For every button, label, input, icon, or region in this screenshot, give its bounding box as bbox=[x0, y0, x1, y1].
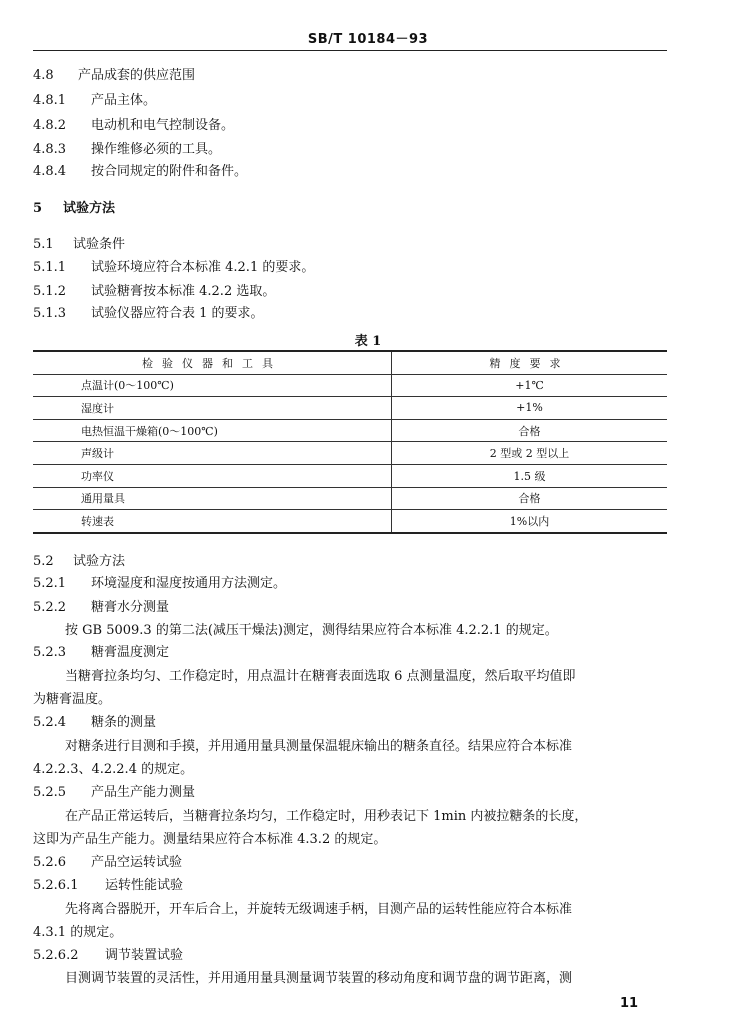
table-row bbox=[33, 397, 667, 420]
table-cell: 合格 bbox=[392, 487, 668, 510]
list-item: 5.2.1 环境湿度和湿度按通用方法测定。 bbox=[33, 576, 287, 591]
table-cell: +1℃ bbox=[392, 374, 668, 397]
paragraph-line: 4.2.2.3、4.2.2.4 的规定。 bbox=[33, 762, 194, 777]
list-item: 4.8.2 电动机和电气控制设备。 bbox=[33, 118, 235, 133]
paragraph-line: 先将离合器脱开，开车后合上，并旋转无级调速手柄，目测产品的运转性能应符合本标准 bbox=[65, 902, 573, 917]
table-cell: 声级计 bbox=[33, 442, 392, 465]
subsection-heading: 5.2.2 糖膏水分测量 bbox=[33, 600, 170, 615]
document-code-header: SB/T 10184－93 bbox=[307, 32, 429, 47]
table-row bbox=[33, 510, 667, 533]
section-title: 产品成套的供应范围 bbox=[78, 68, 196, 83]
table-row bbox=[33, 464, 667, 487]
table-cell: 合格 bbox=[392, 419, 668, 442]
table-cell: 2 型或 2 型以上 bbox=[392, 442, 668, 465]
table-cell: 1%以内 bbox=[392, 510, 668, 533]
list-item: 4.8.1 产品主体。 bbox=[33, 93, 157, 108]
paragraph-line: 目测调节装置的灵活性，并用通用量具测量调节装置的移动角度和调节盘的调节距离，测 bbox=[65, 971, 573, 986]
section-5-1-heading: 5.1 试验条件 bbox=[33, 237, 126, 252]
paragraph-line: 为糖膏温度。 bbox=[33, 692, 112, 707]
column-header-accuracy: 精度要求 bbox=[392, 351, 668, 374]
table-caption: 表 1 bbox=[354, 334, 382, 349]
section-4-8-heading bbox=[33, 68, 195, 84]
section-5-heading: 5 试验方法 bbox=[33, 201, 116, 216]
table-cell: +1% bbox=[392, 397, 668, 420]
list-item: 4.8.3 操作维修必须的工具。 bbox=[33, 142, 222, 157]
list-item: 4.8.4 按合同规定的附件和备件。 bbox=[33, 164, 248, 179]
section-5-2-heading: 5.2 试验方法 bbox=[33, 554, 126, 569]
header-rule bbox=[33, 50, 667, 51]
table-cell: 功率仪 bbox=[33, 464, 392, 487]
table-row bbox=[33, 442, 667, 465]
list-item: 5.1.3 试验仪器应符合表 1 的要求。 bbox=[33, 306, 264, 321]
paragraph-line: 当糖膏拉条均匀、工作稳定时，用点温计在糖膏表面选取 6 点测量温度，然后取平均值即 bbox=[65, 669, 576, 684]
table-cell: 1.5 级 bbox=[392, 464, 668, 487]
table-row bbox=[33, 419, 667, 442]
paragraph-line: 在产品正常运转后，当糖膏拉条均匀，工作稳定时，用秒表记下 1min 内被拉糖条的长度， bbox=[65, 809, 588, 824]
table-row bbox=[33, 374, 667, 397]
list-item: 5.1.1 试验环境应符合本标准 4.2.1 的要求。 bbox=[33, 260, 315, 275]
list-item: 5.1.2 试验糖膏按本标准 4.2.2 选取。 bbox=[33, 284, 276, 299]
subsection-heading: 5.2.6.2 调节装置试验 bbox=[33, 948, 184, 963]
subsection-heading: 5.2.6.1 运转性能试验 bbox=[33, 878, 184, 893]
table-cell: 湿度计 bbox=[33, 397, 392, 420]
instrument-table bbox=[33, 350, 667, 534]
table-header-row bbox=[33, 351, 667, 374]
page-number: 11 bbox=[620, 996, 639, 1011]
table-row bbox=[33, 487, 667, 510]
subsection-heading: 5.2.3 糖膏温度测定 bbox=[33, 645, 170, 660]
paragraph-line: 对糖条进行目测和手摸，并用通用量具测量保温辊床输出的糖条直径。结果应符合本标准 bbox=[65, 739, 573, 754]
table-cell: 转速表 bbox=[33, 510, 392, 533]
table-cell: 通用量具 bbox=[33, 487, 392, 510]
subsection-heading: 5.2.4 糖条的测量 bbox=[33, 715, 157, 730]
table-cell: 点温计(0～100℃) bbox=[33, 374, 392, 397]
subsection-heading: 5.2.6 产品空运转试验 bbox=[33, 855, 183, 870]
paragraph-line: 按 GB 5009.3 的第二法(减压干燥法)测定，测得结果应符合本标准 4.2.2.1 的规定。 bbox=[65, 623, 558, 638]
paragraph-line: 4.3.1 的规定。 bbox=[33, 925, 123, 940]
paragraph-line: 这即为产品生产能力。测量结果应符合本标准 4.3.2 的规定。 bbox=[33, 832, 387, 847]
table-cell: 电热恒温干燥箱(0～100℃) bbox=[33, 419, 392, 442]
subsection-heading: 5.2.5 产品生产能力测量 bbox=[33, 785, 196, 800]
section-number: 4.8 bbox=[33, 68, 54, 83]
column-header-instrument: 检验仪器和工具 bbox=[33, 351, 392, 374]
